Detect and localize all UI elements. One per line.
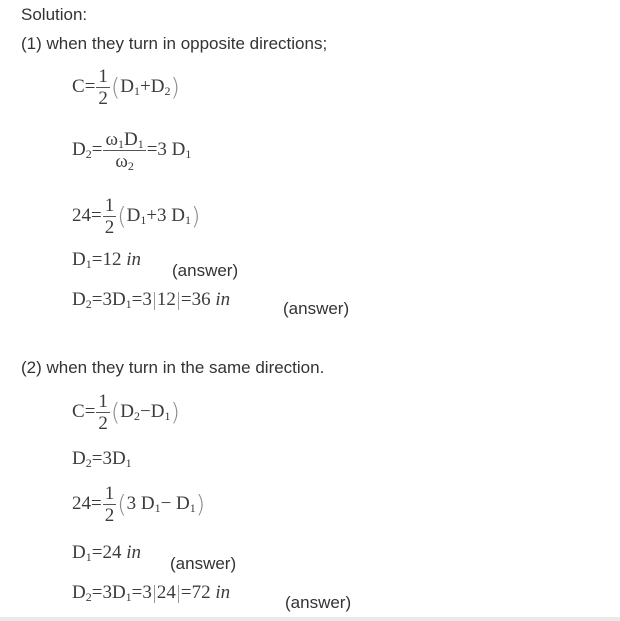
part1-title: (1) when they turn in opposite directions; [21,34,328,53]
part1-eq4: $D_1=12$ in [72,249,141,271]
part2-answer-1: (answer) [170,554,237,573]
part2-eq5: $D_2=3D_1=3$ 24 =72 in [72,582,231,604]
part2-eq4: $D_1=24$ in [72,542,141,564]
part1-eq2: $D_2=$ $\frac{\omega_1D_1}{\omega_2}$ =3 $D_1$ [72,129,192,173]
part1-eq1: C= $\frac{1}{2}$ $(D_1+D_2)$ [72,66,180,109]
part1-eq3: 24= $\frac{1}{2}$ ($D_1+3$ $D_1$) [72,195,201,238]
half-fraction: $\frac{1}{2}$ [104,195,115,238]
solution-heading: Solution: [21,5,88,24]
part2-eq3: 24= $\frac{1}{2}$ (3 $D_1- D_1$) [72,483,206,526]
part2-answer-2: (answer) [285,593,352,612]
part2-eq1: C= $\frac{1}{2}$ $(D_2-D_1)$ [72,391,180,434]
part1-eq5: $D_2=3D_1=3$ 12 =36 in [72,289,231,311]
half-fraction: $\frac{1}{2}$ [98,391,108,434]
half-fraction: $\frac{1}{2}$ [98,66,108,109]
half-fraction: $\frac{1}{2}$ [104,483,115,526]
part2-title: (2) when they turn in the same direction. [21,358,325,377]
part1-answer-1: (answer) [172,261,239,280]
part1-answer-2: (answer) [283,299,350,318]
part2-eq2: $D_2=3D_1$ [72,448,132,470]
eq-lhs: C [72,75,85,97]
omega-fraction: $\frac{\omega_1D_1}{\omega_2}$ [105,129,144,173]
bottom-divider [0,617,620,621]
